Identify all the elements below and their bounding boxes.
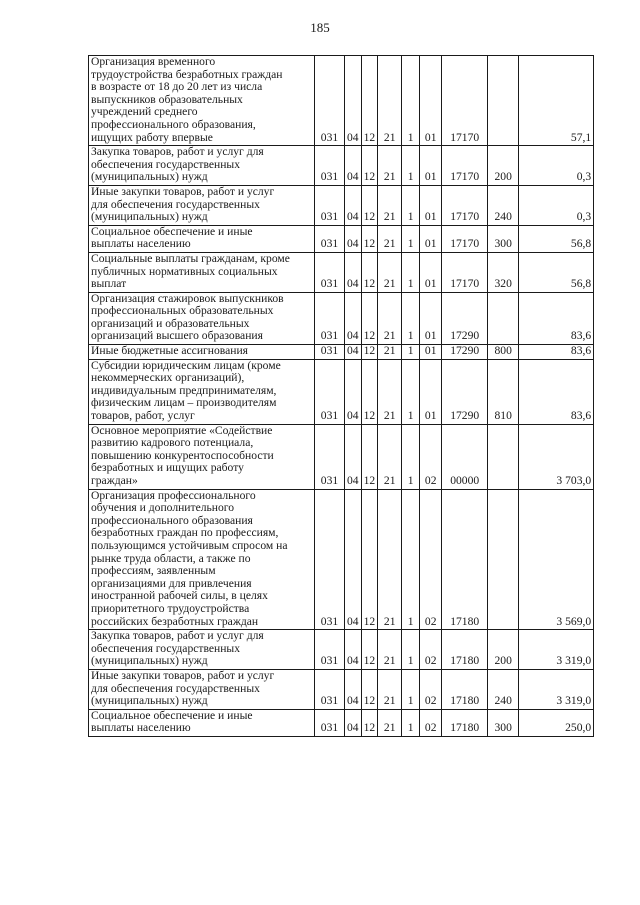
- row-name-line: организациями для привлечения: [91, 576, 252, 590]
- row-name: [89, 345, 315, 360]
- amount: 0,3: [519, 185, 594, 225]
- row-name: [89, 146, 315, 186]
- program-code: 21: [378, 56, 402, 146]
- row-name: [89, 709, 315, 736]
- program-code: 21: [378, 345, 402, 360]
- table-row: [89, 185, 594, 225]
- section-code: 04: [345, 146, 362, 186]
- row-name-line: обучения и дополнительного: [91, 501, 235, 515]
- row-name-line: трудоустройства безработных граждан: [91, 67, 283, 81]
- row-name-line: обеспечения государственных: [91, 641, 241, 655]
- expense-type-code: 810: [488, 359, 519, 424]
- row-name-line: выплаты населению: [91, 721, 191, 735]
- row-name-line: для обеспечения государственных: [91, 197, 260, 211]
- row-name-line: (муниципальных) нужд: [91, 170, 208, 184]
- row-name-line: выпускников образовательных: [91, 92, 243, 106]
- row-name-line: (муниципальных) нужд: [91, 694, 208, 708]
- row-name: [89, 225, 315, 252]
- subsection-code: 12: [361, 252, 378, 292]
- amount: 83,6: [519, 345, 594, 360]
- row-name-line: Социальное обеспечение и иные: [91, 709, 253, 722]
- section-code: 04: [345, 630, 362, 670]
- row-name: [89, 424, 315, 489]
- row-name-line: выплаты населению: [91, 237, 191, 251]
- event-code: 01: [420, 56, 442, 146]
- section-code: 04: [345, 345, 362, 360]
- row-name-line: иностранной рабочей силы, в целях: [91, 589, 268, 603]
- row-name-line: граждан»: [91, 474, 138, 487]
- row-name-line: учреждений среднего: [91, 105, 198, 119]
- subprogram-code: 1: [402, 292, 420, 344]
- event-code: 02: [420, 709, 442, 736]
- table-row: [89, 345, 594, 360]
- subsection-code: 12: [361, 225, 378, 252]
- event-code: 02: [420, 424, 442, 489]
- table-row: [89, 630, 594, 670]
- row-name-line: безработных граждан по профессиям,: [91, 526, 279, 540]
- amount: 0,3: [519, 146, 594, 186]
- program-code: 21: [378, 669, 402, 709]
- program-code: 21: [378, 424, 402, 489]
- expense-type-code: 240: [488, 185, 519, 225]
- subprogram-code: 1: [402, 489, 420, 630]
- subprogram-code: 1: [402, 630, 420, 670]
- subprogram-code: 1: [402, 146, 420, 186]
- amount: 3 703,0: [519, 424, 594, 489]
- subsection-code: 12: [361, 359, 378, 424]
- program-code: 21: [378, 146, 402, 186]
- program-code: 21: [378, 630, 402, 670]
- expense-type-code: 300: [488, 225, 519, 252]
- direction-code: 17180: [442, 669, 488, 709]
- event-code: 01: [420, 292, 442, 344]
- row-name-line: Иные закупки товаров, работ и услуг: [91, 669, 275, 682]
- row-name-line: безработных и ищущих работу: [91, 461, 244, 475]
- row-name: [89, 292, 315, 344]
- row-name-line: (муниципальных) нужд: [91, 210, 208, 224]
- row-name-line: профессиональных образовательных: [91, 304, 274, 318]
- row-name-line: Иные закупки товаров, работ и услуг: [91, 185, 275, 198]
- table-row: [89, 709, 594, 736]
- row-name-line: повышению конкурентоспособности: [91, 448, 274, 462]
- row-name-line: Организация временного: [91, 55, 216, 68]
- amount: 83,6: [519, 359, 594, 424]
- ministry-code: 031: [315, 146, 345, 186]
- expense-type-code: 200: [488, 630, 519, 670]
- subsection-code: 12: [361, 424, 378, 489]
- direction-code: 17170: [442, 56, 488, 146]
- direction-code: 17180: [442, 630, 488, 670]
- row-name: [89, 185, 315, 225]
- direction-code: 17170: [442, 252, 488, 292]
- subsection-code: 12: [361, 292, 378, 344]
- amount: 57,1: [519, 56, 594, 146]
- subsection-code: 12: [361, 345, 378, 360]
- row-name-line: Социальные выплаты гражданам, кроме: [91, 252, 290, 265]
- section-code: 04: [345, 489, 362, 630]
- subprogram-code: 1: [402, 359, 420, 424]
- row-name-line: профессионального образования,: [91, 117, 256, 131]
- row-name-line: Организация профессионального: [91, 489, 256, 502]
- section-code: 04: [345, 359, 362, 424]
- amount: 3 569,0: [519, 489, 594, 630]
- row-name-line: развитию кадрового потенциала,: [91, 436, 254, 450]
- direction-code: 17170: [442, 146, 488, 186]
- table-row: [89, 669, 594, 709]
- direction-code: 17290: [442, 345, 488, 360]
- event-code: 01: [420, 146, 442, 186]
- subprogram-code: 1: [402, 185, 420, 225]
- row-name-line: Закупка товаров, работ и услуг для: [91, 145, 264, 159]
- row-name-line: Социальное обеспечение и иные: [91, 225, 253, 238]
- subsection-code: 12: [361, 146, 378, 186]
- row-name-line: выплат: [91, 277, 127, 291]
- expense-type-code: 200: [488, 146, 519, 186]
- row-name: [89, 489, 315, 630]
- event-code: 01: [420, 225, 442, 252]
- row-name-line: Организация стажировок выпускников: [91, 292, 284, 305]
- ministry-code: 031: [315, 252, 345, 292]
- direction-code: 17170: [442, 185, 488, 225]
- direction-code: 17290: [442, 292, 488, 344]
- ministry-code: 031: [315, 630, 345, 670]
- budget-table: [88, 55, 594, 737]
- ministry-code: 031: [315, 56, 345, 146]
- section-code: 04: [345, 185, 362, 225]
- subprogram-code: 1: [402, 709, 420, 736]
- subprogram-code: 1: [402, 252, 420, 292]
- row-name-line: организаций и образовательных: [91, 316, 250, 330]
- program-code: 21: [378, 292, 402, 344]
- row-name: [89, 669, 315, 709]
- program-code: 21: [378, 185, 402, 225]
- expense-type-code: [488, 424, 519, 489]
- section-code: 04: [345, 424, 362, 489]
- expense-type-code: 240: [488, 669, 519, 709]
- program-code: 21: [378, 252, 402, 292]
- table-row: [89, 146, 594, 186]
- subsection-code: 12: [361, 56, 378, 146]
- row-name-line: товаров, работ, услуг: [91, 409, 195, 423]
- page-number: 185: [310, 20, 330, 35]
- row-name-line: Субсидии юридическим лицам (кроме: [91, 359, 281, 372]
- row-name: [89, 630, 315, 670]
- subsection-code: 12: [361, 630, 378, 670]
- row-name-line: пользующимся устойчивым спросом на: [91, 538, 288, 552]
- section-code: 04: [345, 225, 362, 252]
- event-code: 01: [420, 359, 442, 424]
- row-name-line: профессиям, заявленным: [91, 564, 216, 578]
- ministry-code: 031: [315, 489, 345, 630]
- row-name-line: для обеспечения государственных: [91, 681, 260, 695]
- table-row: [89, 424, 594, 489]
- amount: 3 319,0: [519, 669, 594, 709]
- row-name: [89, 56, 315, 146]
- ministry-code: 031: [315, 292, 345, 344]
- ministry-code: 031: [315, 345, 345, 360]
- subprogram-code: 1: [402, 424, 420, 489]
- ministry-code: 031: [315, 424, 345, 489]
- row-name-line: обеспечения государственных: [91, 157, 241, 171]
- expense-type-code: [488, 489, 519, 630]
- expense-type-code: [488, 56, 519, 146]
- ministry-code: 031: [315, 225, 345, 252]
- table-row: [89, 292, 594, 344]
- section-code: 04: [345, 292, 362, 344]
- subprogram-code: 1: [402, 669, 420, 709]
- table-row: [89, 252, 594, 292]
- amount: 250,0: [519, 709, 594, 736]
- section-code: 04: [345, 669, 362, 709]
- direction-code: 17180: [442, 489, 488, 630]
- direction-code: 00000: [442, 424, 488, 489]
- program-code: 21: [378, 225, 402, 252]
- direction-code: 17170: [442, 225, 488, 252]
- subprogram-code: 1: [402, 345, 420, 360]
- amount: 3 319,0: [519, 630, 594, 670]
- ministry-code: 031: [315, 185, 345, 225]
- expense-type-code: 800: [488, 345, 519, 360]
- row-name-line: российских безработных граждан: [91, 614, 259, 628]
- row-name-line: ищущих работу впервые: [91, 130, 213, 144]
- program-code: 21: [378, 489, 402, 630]
- ministry-code: 031: [315, 709, 345, 736]
- amount: 56,8: [519, 252, 594, 292]
- subsection-code: 12: [361, 489, 378, 630]
- row-name-line: некоммерческих организаций),: [91, 371, 245, 385]
- row-name-line: приоритетного трудоустройства: [91, 601, 250, 615]
- subsection-code: 12: [361, 185, 378, 225]
- event-code: 02: [420, 669, 442, 709]
- direction-code: 17180: [442, 709, 488, 736]
- ministry-code: 031: [315, 359, 345, 424]
- row-name: [89, 359, 315, 424]
- row-name-line: индивидуальным предпринимателям,: [91, 383, 277, 397]
- program-code: 21: [378, 709, 402, 736]
- event-code: 01: [420, 345, 442, 360]
- event-code: 02: [420, 630, 442, 670]
- event-code: 01: [420, 252, 442, 292]
- row-name-line: в возрасте от 18 до 20 лет из числа: [91, 80, 263, 94]
- table-row: [89, 489, 594, 630]
- expense-type-code: 300: [488, 709, 519, 736]
- row-name-line: Основное мероприятие «Содействие: [91, 424, 273, 437]
- expense-type-code: 320: [488, 252, 519, 292]
- amount: 56,8: [519, 225, 594, 252]
- event-code: 01: [420, 185, 442, 225]
- row-name-line: организаций высшего образования: [91, 329, 263, 343]
- row-name: [89, 252, 315, 292]
- row-name-line: Иные бюджетные ассигнования: [91, 344, 248, 358]
- subprogram-code: 1: [402, 56, 420, 146]
- section-code: 04: [345, 56, 362, 146]
- table-row: [89, 56, 594, 146]
- event-code: 02: [420, 489, 442, 630]
- row-name-line: (муниципальных) нужд: [91, 654, 208, 668]
- amount: 83,6: [519, 292, 594, 344]
- expense-type-code: [488, 292, 519, 344]
- row-name-line: Закупка товаров, работ и услуг для: [91, 629, 264, 643]
- table-row: [89, 225, 594, 252]
- row-name-line: физическим лицам – производителям: [91, 396, 277, 410]
- direction-code: 17290: [442, 359, 488, 424]
- row-name-line: публичных нормативных социальных: [91, 264, 278, 278]
- row-name-line: профессионального образования: [91, 513, 253, 527]
- section-code: 04: [345, 709, 362, 736]
- table-row: [89, 359, 594, 424]
- subprogram-code: 1: [402, 225, 420, 252]
- subsection-code: 12: [361, 669, 378, 709]
- section-code: 04: [345, 252, 362, 292]
- ministry-code: 031: [315, 669, 345, 709]
- program-code: 21: [378, 359, 402, 424]
- subsection-code: 12: [361, 709, 378, 736]
- row-name-line: рынке труда области, а также по: [91, 551, 251, 565]
